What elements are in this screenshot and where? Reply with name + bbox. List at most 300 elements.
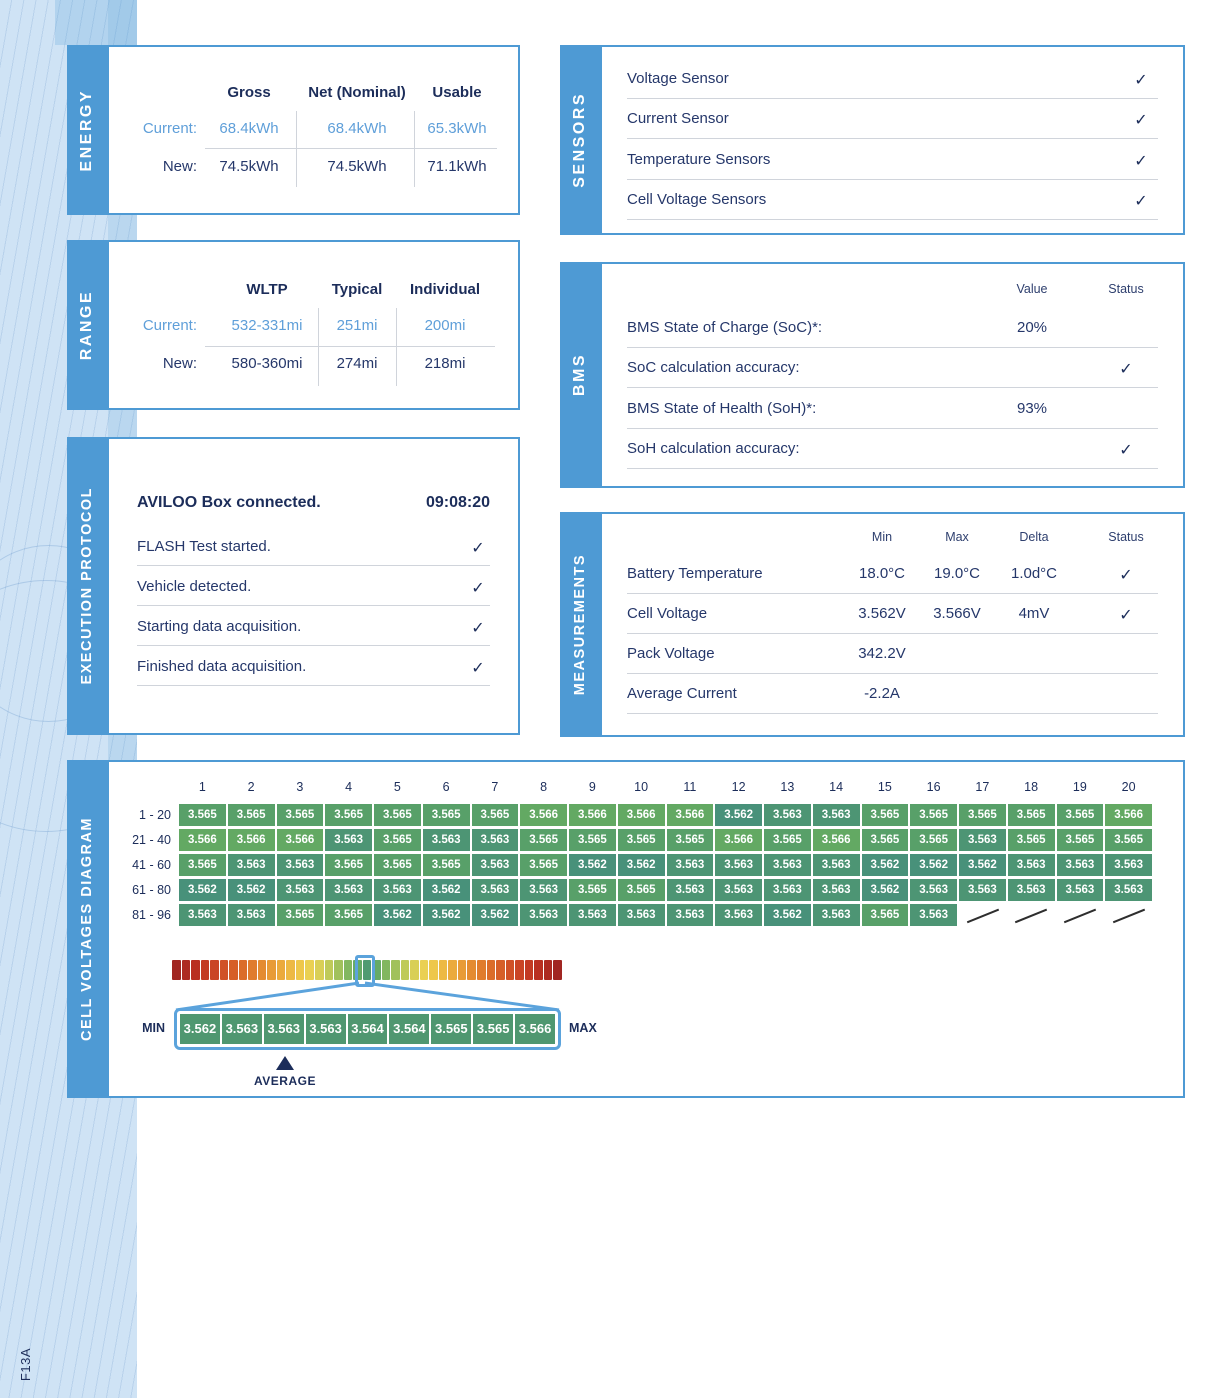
grid-cell: 3.563 <box>472 829 519 851</box>
grid-cell: 3.563 <box>277 854 324 876</box>
grid-column-header: 6 <box>442 780 450 794</box>
grid-cell: 3.562 <box>910 854 957 876</box>
colorbar-square <box>391 960 400 980</box>
colorbar-square <box>477 960 486 980</box>
grid-cell: 3.563 <box>618 904 665 926</box>
grid-column-header: 7 <box>491 780 499 794</box>
grid-cell: 3.566 <box>228 829 275 851</box>
sensors-panel-label-bar <box>560 45 600 235</box>
grid-row <box>179 879 1152 901</box>
row-divider <box>137 685 490 686</box>
grid-cell: 3.565 <box>667 829 714 851</box>
row-divider <box>627 593 1158 594</box>
bms-row-text: SoC calculation accuracy: <box>627 359 800 376</box>
grid-cell: 3.563 <box>374 879 421 901</box>
energy-current-usable: 65.3kWh <box>427 120 487 137</box>
execution-protocol-panel <box>67 437 520 735</box>
range-col-individual: Individual <box>409 281 480 298</box>
execution-protocol-card <box>107 437 520 735</box>
colorbar-square <box>448 960 457 980</box>
colorbar-square <box>239 960 248 980</box>
grid-cell: 3.563 <box>715 854 762 876</box>
grid-row <box>179 804 1152 826</box>
protocol-step: Finished data acquisition. <box>137 658 307 675</box>
meas-col-status: Status <box>1108 530 1144 544</box>
cell-voltages-card <box>107 760 1185 1098</box>
range-current-individual: 200mi <box>424 317 466 334</box>
grid-rows <box>179 804 1152 929</box>
grid-cell: 3.563 <box>910 904 957 926</box>
grid-cell: 3.562 <box>715 804 762 826</box>
grid-cell: 3.565 <box>569 879 616 901</box>
colorbar-square <box>325 960 334 980</box>
zoom-strip-cell: 3.562 <box>180 1014 220 1044</box>
grid-cell: 3.563 <box>667 904 714 926</box>
grid-cell: 3.565 <box>277 904 324 926</box>
energy-panel <box>67 45 520 215</box>
grid-cell: 3.563 <box>813 854 860 876</box>
colorbar-square <box>534 960 543 980</box>
zoom-strip-cell: 3.566 <box>515 1014 555 1044</box>
grid-column-header: 12 <box>731 780 746 794</box>
grid-cell: 3.565 <box>1008 804 1055 826</box>
check-icon: ✓ <box>1134 72 1148 89</box>
row-divider <box>137 565 490 566</box>
bms-panel-title: BMS <box>571 353 588 397</box>
grid-cell: 3.565 <box>472 804 519 826</box>
grid-cell: 3.562 <box>228 879 275 901</box>
row-divider <box>627 179 1158 180</box>
grid-row <box>179 904 1152 926</box>
colorbar-square <box>220 960 229 980</box>
grid-cell: 3.563 <box>1057 879 1104 901</box>
meas-row-text: Average Current <box>627 685 737 702</box>
grid-column-header: 9 <box>588 780 596 794</box>
energy-col-usable: Usable <box>432 84 482 101</box>
grid-cell: 3.563 <box>715 879 762 901</box>
grid-cell: 3.566 <box>618 804 665 826</box>
colorbar-square <box>229 960 238 980</box>
check-icon: ✓ <box>1119 567 1133 584</box>
grid-column-header: 10 <box>634 780 649 794</box>
grid-cell: 3.562 <box>764 904 811 926</box>
energy-panel-label-bar <box>67 45 107 215</box>
colorbar-square <box>506 960 515 980</box>
row-divider <box>627 673 1158 674</box>
grid-column-header: 14 <box>829 780 844 794</box>
energy-new-usable: 71.1kWh <box>427 158 487 175</box>
cell-voltages-panel <box>67 760 1185 1098</box>
range-panel-card <box>107 240 520 410</box>
meas-row-text: Cell Voltage <box>627 605 708 622</box>
column-divider <box>296 111 297 187</box>
grid-column-header: 4 <box>345 780 353 794</box>
energy-col-gross: Gross <box>227 84 271 101</box>
measurements-panel <box>560 512 1185 737</box>
grid-cell-empty <box>1008 904 1055 926</box>
grid-cell: 3.565 <box>277 804 324 826</box>
range-new-wltp: 580-360mi <box>231 355 303 372</box>
colorbar-square <box>172 960 181 980</box>
check-icon: ✓ <box>1134 153 1148 170</box>
measurements-panel-card <box>600 512 1185 737</box>
grid-cell: 3.565 <box>618 829 665 851</box>
sensor-item: Temperature Sensors <box>627 151 771 168</box>
zoom-strip-cell: 3.564 <box>389 1014 429 1044</box>
grid-cell: 3.563 <box>228 854 275 876</box>
range-new-typical: 274mi <box>336 355 378 372</box>
grid-cell: 3.563 <box>520 879 567 901</box>
row-divider <box>205 346 495 347</box>
grid-cell: 3.565 <box>228 804 275 826</box>
colorbar-square <box>258 960 267 980</box>
colorbar-square <box>191 960 200 980</box>
grid-column-header: 1 <box>198 780 206 794</box>
range-current-wltp: 532-331mi <box>231 317 303 334</box>
meas-col-delta: Delta <box>1019 530 1049 544</box>
grid-column-header: 2 <box>247 780 255 794</box>
grid-column-header: 18 <box>1024 780 1039 794</box>
grid-cell: 3.563 <box>325 879 372 901</box>
protocol-step: FLASH Test started. <box>137 538 271 555</box>
bms-row-text: BMS State of Health (SoH)*: <box>627 400 817 417</box>
row-divider <box>137 645 490 646</box>
grid-cell: 3.565 <box>862 829 909 851</box>
row-divider <box>627 98 1158 99</box>
colorbar-square <box>429 960 438 980</box>
zoom-strip-cell: 3.563 <box>264 1014 304 1044</box>
bms-row-value: 20% <box>1016 319 1048 336</box>
grid-cell: 3.566 <box>813 829 860 851</box>
grid-cell: 3.562 <box>374 904 421 926</box>
colorbar-square <box>382 960 391 980</box>
meas-col-max: Max <box>945 530 969 544</box>
grid-cell: 3.562 <box>618 854 665 876</box>
grid-cell: 3.562 <box>862 879 909 901</box>
bms-row-value: 93% <box>1016 400 1048 417</box>
grid-cell: 3.562 <box>569 854 616 876</box>
colorbar-square <box>467 960 476 980</box>
cell-voltages-label-bar <box>67 760 107 1098</box>
range-new-individual: 218mi <box>424 355 466 372</box>
meas-row-text: Pack Voltage <box>627 645 715 662</box>
protocol-step: Vehicle detected. <box>137 578 252 595</box>
colorbar-square <box>439 960 448 980</box>
grid-cell: 3.563 <box>1008 879 1055 901</box>
energy-row-label-current: Current: <box>142 120 197 137</box>
row-divider <box>205 148 497 149</box>
range-panel-label-bar <box>67 240 107 410</box>
colorbar-square <box>544 960 553 980</box>
meas-min: 18.0°C <box>858 565 906 582</box>
grid-cell: 3.562 <box>959 854 1006 876</box>
grid-cell: 3.563 <box>423 829 470 851</box>
bms-col-value: Value <box>1016 282 1048 296</box>
range-panel-title: RANGE <box>78 289 95 361</box>
grid-column-header: 20 <box>1121 780 1136 794</box>
range-row-label-new: New: <box>162 355 197 372</box>
meas-row-text: Battery Temperature <box>627 565 763 582</box>
grid-cell: 3.565 <box>764 829 811 851</box>
energy-col-net: Net (Nominal) <box>308 84 406 101</box>
grid-cell: 3.563 <box>764 879 811 901</box>
grid-cell: 3.565 <box>179 854 226 876</box>
colorbar-square <box>277 960 286 980</box>
colorbar-square <box>286 960 295 980</box>
bms-col-status: Status <box>1108 282 1144 296</box>
colorbar-square <box>334 960 343 980</box>
grid-cell: 3.563 <box>959 829 1006 851</box>
bms-row-text: SoH calculation accuracy: <box>627 440 800 457</box>
grid-row-label: 41 - 60 <box>132 858 171 872</box>
grid-cell: 3.563 <box>1008 854 1055 876</box>
grid-cell: 3.565 <box>325 904 372 926</box>
grid-cell: 3.566 <box>520 804 567 826</box>
grid-cell: 3.566 <box>667 804 714 826</box>
check-icon: ✓ <box>1119 442 1133 459</box>
grid-column-header: 19 <box>1072 780 1087 794</box>
grid-cell: 3.563 <box>813 879 860 901</box>
grid-column-header: 3 <box>296 780 304 794</box>
meas-col-min: Min <box>871 530 893 544</box>
protocol-header-text: AVILOO Box connected. <box>137 494 321 511</box>
grid-cell-empty <box>1057 904 1104 926</box>
energy-new-gross: 74.5kWh <box>219 158 279 175</box>
grid-cell: 3.565 <box>569 829 616 851</box>
grid-row-label: 1 - 20 <box>139 808 171 822</box>
colorbar-square <box>248 960 257 980</box>
colorbar-square <box>401 960 410 980</box>
grid-cell: 3.563 <box>667 879 714 901</box>
column-divider <box>318 308 319 386</box>
grid-column-headers <box>179 780 1152 794</box>
protocol-step: Starting data acquisition. <box>137 618 302 635</box>
range-col-typical: Typical <box>331 281 383 298</box>
grid-cell: 3.563 <box>959 879 1006 901</box>
colorbar-square <box>344 960 353 980</box>
grid-cell: 3.565 <box>325 854 372 876</box>
bms-row-text: BMS State of Charge (SoC)*: <box>627 319 823 336</box>
grid-cell: 3.565 <box>179 804 226 826</box>
grid-row-label: 21 - 40 <box>132 833 171 847</box>
grid-cell: 3.563 <box>715 904 762 926</box>
check-icon: ✓ <box>1119 607 1133 624</box>
range-col-wltp: WLTP <box>246 281 288 298</box>
sensor-item: Current Sensor <box>627 110 729 127</box>
colorbar-square <box>296 960 305 980</box>
grid-cell: 3.563 <box>520 904 567 926</box>
grid-cell: 3.566 <box>715 829 762 851</box>
grid-cell: 3.562 <box>423 904 470 926</box>
check-icon: ✓ <box>1134 193 1148 210</box>
meas-min: -2.2A <box>864 685 900 702</box>
grid-row-labels <box>109 804 171 929</box>
zoomed-voltage-strip <box>174 1008 561 1050</box>
average-marker-icon <box>276 1056 294 1070</box>
range-panel <box>67 240 520 410</box>
grid-cell: 3.565 <box>423 854 470 876</box>
grid-column-header: 16 <box>926 780 941 794</box>
colorbar-square <box>487 960 496 980</box>
average-label: AVERAGE <box>254 1074 316 1088</box>
colorbar-square <box>553 960 562 980</box>
check-icon: ✓ <box>471 540 485 557</box>
range-current-typical: 251mi <box>336 317 378 334</box>
colorbar-square <box>458 960 467 980</box>
row-divider <box>627 428 1158 429</box>
grid-cell: 3.562 <box>862 854 909 876</box>
grid-cell: 3.565 <box>374 854 421 876</box>
energy-new-net: 74.5kWh <box>327 158 387 175</box>
grid-cell: 3.565 <box>910 829 957 851</box>
grid-cell: 3.565 <box>325 804 372 826</box>
check-icon: ✓ <box>471 580 485 597</box>
execution-protocol-label-bar <box>67 437 107 735</box>
grid-cell-empty <box>959 904 1006 926</box>
grid-cell: 3.566 <box>1105 804 1152 826</box>
grid-cell: 3.565 <box>1105 829 1152 851</box>
row-divider <box>627 713 1158 714</box>
protocol-header-time: 09:08:20 <box>425 494 490 511</box>
colorbar-square <box>210 960 219 980</box>
grid-cell: 3.566 <box>569 804 616 826</box>
check-icon: ✓ <box>471 660 485 677</box>
meas-max: 19.0°C <box>933 565 981 582</box>
grid-cell: 3.562 <box>472 904 519 926</box>
grid-cell: 3.565 <box>374 829 421 851</box>
execution-protocol-title: EXECUTION PROTOCOL <box>79 487 95 685</box>
zoom-strip-cell: 3.564 <box>348 1014 388 1044</box>
sensor-item: Voltage Sensor <box>627 70 729 87</box>
grid-column-header: 11 <box>683 780 697 794</box>
meas-delta: 4mV <box>1018 605 1050 622</box>
colorbar-square <box>315 960 324 980</box>
zoom-strip-cell: 3.565 <box>473 1014 513 1044</box>
measurements-panel-title: MEASUREMENTS <box>572 553 588 696</box>
zoom-strip-cell: 3.563 <box>222 1014 262 1044</box>
grid-cell: 3.566 <box>179 829 226 851</box>
energy-panel-card <box>107 45 520 215</box>
energy-current-gross: 68.4kWh <box>219 120 279 137</box>
colorbar-square <box>267 960 276 980</box>
meas-delta: 1.0d°C <box>1010 565 1058 582</box>
cell-voltages-title: CELL VOLTAGES DIAGRAM <box>79 816 95 1042</box>
grid-cell: 3.563 <box>764 804 811 826</box>
colorbar-square <box>410 960 419 980</box>
sensor-item: Cell Voltage Sensors <box>627 191 767 208</box>
grid-cell: 3.565 <box>1057 804 1104 826</box>
grid-cell: 3.565 <box>520 854 567 876</box>
grid-column-header: 15 <box>877 780 892 794</box>
meas-min: 342.2V <box>858 645 906 662</box>
energy-row-label-new: New: <box>162 158 197 175</box>
sensors-panel-card <box>600 45 1185 235</box>
grid-cell: 3.565 <box>1057 829 1104 851</box>
min-label: MIN <box>142 1021 165 1035</box>
grid-cell: 3.563 <box>1105 854 1152 876</box>
grid-column-header: 5 <box>393 780 401 794</box>
grid-cell: 3.565 <box>1008 829 1055 851</box>
check-icon: ✓ <box>471 620 485 637</box>
report-code: F13A <box>18 1348 33 1382</box>
grid-cell: 3.563 <box>1057 854 1104 876</box>
grid-row-label: 81 - 96 <box>132 908 171 922</box>
colorbar-highlight-box <box>355 955 375 987</box>
grid-cell: 3.563 <box>472 854 519 876</box>
grid-cell: 3.565 <box>910 804 957 826</box>
grid-cell: 3.562 <box>423 879 470 901</box>
grid-cell: 3.563 <box>472 879 519 901</box>
grid-cell: 3.563 <box>667 854 714 876</box>
grid-cell: 3.565 <box>520 829 567 851</box>
row-divider <box>627 633 1158 634</box>
grid-column-header: 13 <box>780 780 795 794</box>
energy-panel-title: ENERGY <box>78 88 95 172</box>
grid-cell: 3.565 <box>862 804 909 826</box>
grid-cell: 3.566 <box>277 829 324 851</box>
energy-current-net: 68.4kWh <box>327 120 387 137</box>
colorbar-square <box>420 960 429 980</box>
row-divider <box>627 219 1158 220</box>
grid-cell: 3.563 <box>813 904 860 926</box>
grid-cell: 3.563 <box>813 804 860 826</box>
colorbar-square <box>182 960 191 980</box>
grid-row <box>179 854 1152 876</box>
check-icon: ✓ <box>1134 112 1148 129</box>
grid-cell: 3.563 <box>764 854 811 876</box>
grid-cell: 3.563 <box>179 904 226 926</box>
grid-cell: 3.563 <box>1105 879 1152 901</box>
grid-cell: 3.563 <box>325 829 372 851</box>
colorbar-square <box>515 960 524 980</box>
row-divider <box>627 138 1158 139</box>
grid-cell: 3.565 <box>423 804 470 826</box>
colorbar-square <box>496 960 505 980</box>
grid-cell: 3.562 <box>179 879 226 901</box>
grid-cell: 3.563 <box>569 904 616 926</box>
grid-cell: 3.565 <box>959 804 1006 826</box>
sensors-panel <box>560 45 1185 235</box>
colorbar-square <box>525 960 534 980</box>
grid-cell: 3.563 <box>228 904 275 926</box>
row-divider <box>627 387 1158 388</box>
column-divider <box>396 308 397 386</box>
zoom-strip-cell: 3.565 <box>431 1014 471 1044</box>
grid-cell: 3.563 <box>277 879 324 901</box>
bms-panel-label-bar <box>560 262 600 488</box>
measurements-panel-label-bar <box>560 512 600 737</box>
colorbar-square <box>201 960 210 980</box>
meas-min: 3.562V <box>858 605 906 622</box>
grid-row-label: 61 - 80 <box>132 883 171 897</box>
grid-cell: 3.563 <box>910 879 957 901</box>
grid-cell: 3.565 <box>374 804 421 826</box>
bms-panel-card <box>600 262 1185 488</box>
colorbar-square <box>305 960 314 980</box>
range-row-label-current: Current: <box>142 317 197 334</box>
row-divider <box>627 347 1158 348</box>
check-icon: ✓ <box>1119 361 1133 378</box>
max-label: MAX <box>569 1021 597 1035</box>
grid-cell-empty <box>1105 904 1152 926</box>
grid-cell: 3.565 <box>862 904 909 926</box>
grid-cell: 3.565 <box>618 879 665 901</box>
grid-row <box>179 829 1152 851</box>
grid-column-header: 17 <box>975 780 990 794</box>
row-divider <box>137 605 490 606</box>
grid-column-header: 8 <box>540 780 548 794</box>
zoom-strip-cell: 3.563 <box>306 1014 346 1044</box>
